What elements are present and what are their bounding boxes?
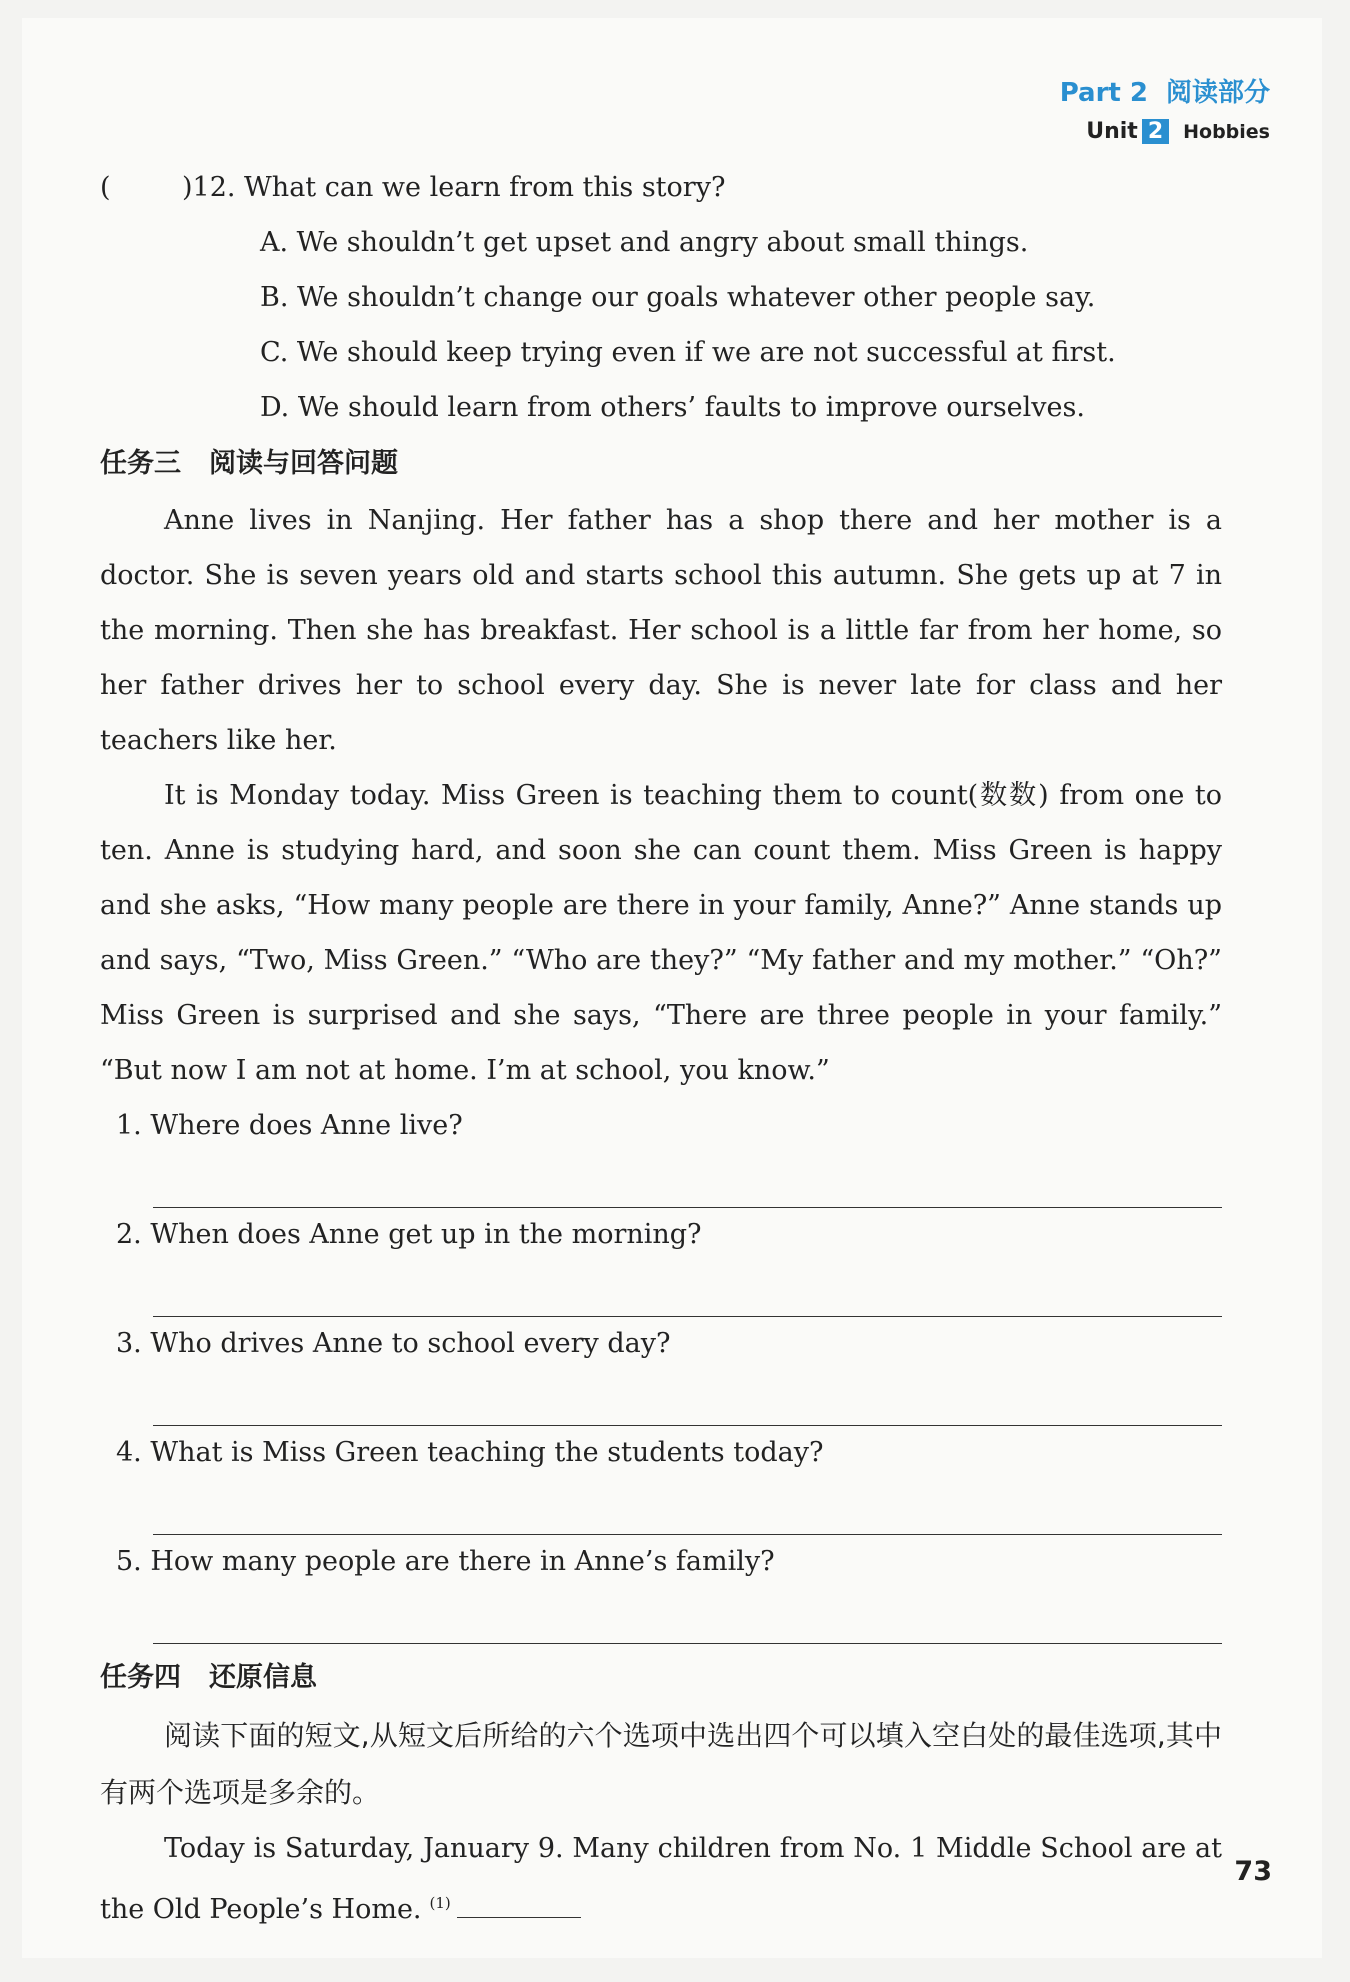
question-block	[100, 1098, 1222, 1207]
task4-instruction: 阅读下面的短文,从短文后所给的六个选项中选出四个可以填入空白处的最佳选项,其中有两个选项是多余的。	[100, 1719, 1222, 1809]
question-text: 1. Where does Anne live?	[116, 1110, 463, 1141]
question-text: 4. What is Miss Green teaching the students today?	[116, 1437, 824, 1468]
task3-label: 任务三	[100, 448, 181, 479]
option-a: A. We shouldn’t get upset and angry about small things.	[260, 227, 1029, 258]
unit-heading	[1060, 119, 1270, 144]
question-text: 2. When does Anne get up in the morning?	[116, 1219, 702, 1250]
task4-title: 还原信息	[209, 1662, 317, 1693]
answer-line[interactable]	[153, 1262, 1222, 1317]
question-text: 5. How many people are there in Anne’s family?	[116, 1546, 775, 1577]
passage-paragraph-1: Anne lives in Nanjing. Her father has a shop there and her mother is a doctor. She is seven years old and starts school this autumn. She gets up at 7 in the morning. Then she has breakfast. Her school is a little far from her home, so her father drives her to school every day. She is never late for class and her teachers like her.	[100, 505, 1222, 756]
unit-label: Unit	[1086, 119, 1138, 144]
blank-marker: (1)	[429, 1894, 451, 1912]
part-label: Part 2	[1059, 78, 1148, 108]
question-text: 3. Who drives Anne to school every day?	[116, 1328, 671, 1359]
task4-passage	[100, 1821, 1222, 1937]
task4-label: 任务四	[100, 1662, 181, 1693]
option-b: B. We shouldn’t change our goals whatever other people say.	[260, 282, 1096, 313]
question-block	[100, 1316, 1222, 1425]
question-12-text: )12. What can we learn from this story?	[182, 172, 726, 203]
task3-heading	[100, 435, 1222, 493]
page-content	[100, 160, 1222, 1937]
answer-line[interactable]	[153, 1589, 1222, 1644]
page-number: 73	[1234, 1856, 1272, 1887]
task4-passage-text: Today is Saturday, January 9. Many children from No. 1 Middle School are at the Old People’s Home.	[100, 1833, 1222, 1925]
section-cn-label: 阅读部分	[1165, 78, 1270, 108]
answer-paren: (	[100, 172, 111, 203]
task3-title: 阅读与回答问题	[209, 448, 398, 479]
answer-line[interactable]	[153, 1371, 1222, 1426]
option-d: D. We should learn from others’ faults to improve ourselves.	[260, 392, 1085, 423]
answer-line[interactable]	[153, 1153, 1222, 1208]
task4-heading	[100, 1649, 1222, 1707]
unit-number-badge: 2	[1142, 119, 1169, 144]
part-heading	[1060, 72, 1270, 109]
page-header	[1060, 72, 1270, 144]
question-block	[100, 1207, 1222, 1316]
question-12	[100, 160, 1222, 215]
unit-title: Hobbies	[1183, 121, 1270, 143]
answer-line[interactable]	[153, 1480, 1222, 1535]
passage-paragraph-2: It is Monday today. Miss Green is teaching them to count(数数) from one to ten. Anne is studying hard, and soon she can count them. Miss Green is happy and she asks, “How many people are there in your family, Anne?” Anne stands up and says, “Two, Miss Green.” “Who are they?” “My father and my mother.” “Oh?” Miss Green is surprised and she says, “There are three people in your family.” “But now I am not at home. I’m at school, you know.”	[100, 780, 1222, 1086]
question-block	[100, 1534, 1222, 1643]
question-block	[100, 1425, 1222, 1534]
fill-blank-1[interactable]	[457, 1897, 581, 1918]
option-c: C. We should keep trying even if we are not successful at first.	[260, 337, 1116, 368]
